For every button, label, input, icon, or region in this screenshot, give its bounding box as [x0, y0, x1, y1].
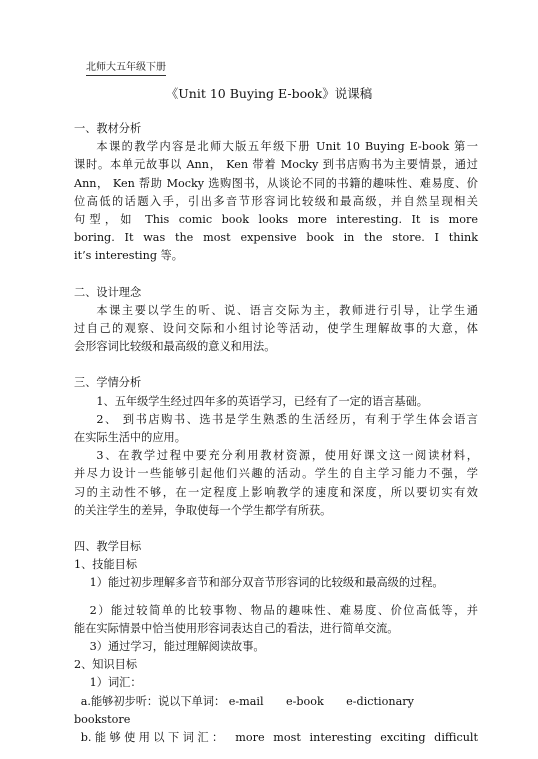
paragraph-line: 本课的教学内容是北师大版五年级下册 Unit 10 Buying E-book 第一 [96, 140, 478, 154]
paragraph-line: it’s interesting 等。 [74, 249, 183, 263]
vocab-line: bookstore [74, 712, 131, 726]
vocab-line: a.能够初步听：说以下单词： e-mail e-book e-dictionary [80, 694, 414, 708]
paragraph-line: 位高低的话题入手，引出多音节形容词比较级和最高级，并自然呈现相关 [74, 194, 478, 208]
list-item: 1）能过初步理解多音节和部分双音节形容词的比较级和最高级的过程。 [89, 576, 444, 590]
paragraph-line: 本课主要以学生的听、说、语言交际为主，教师进行引导，让学生通 [96, 303, 478, 317]
page-header: 北师大五年级下册 [86, 62, 166, 76]
document-title: 《Unit 10 Buying E-book》说课稿 [165, 86, 373, 101]
paragraph-line: boring. It was the most expensive book in the store. I think [74, 231, 478, 245]
paragraph-line: 课时。本单元故事以 Ann， Ken 带着 Mocky 到书店购书为主要情景，通过 [74, 158, 478, 172]
paragraph-line: 的关注学生的差异，争取使每一个学生都学有所获。 [74, 503, 332, 517]
paragraph-line: 过自己的观察、设问交际和小组讨论等活动，使学生理解故事的大意，体 [74, 322, 478, 336]
paragraph-line: 在实际生活中的应用。 [74, 431, 186, 445]
section-heading-design-concept: 二、设计理念 [74, 285, 142, 299]
list-item: 2）能过较简单的比较事物、物品的趣味性、难易度、价位高低等，并 [89, 603, 478, 617]
list-item: 2、 到书店购书、选书是学生熟悉的生活经历，有利于学生体会语言 [96, 412, 478, 426]
subheading-knowledge-objectives: 2、知识目标 [74, 658, 138, 672]
paragraph-line: 并尽力设计一些能够引起他们兴趣的活动。学生的自主学习能力不强，学 [74, 467, 478, 481]
subheading-skill-objectives: 1、技能目标 [74, 558, 138, 572]
paragraph-line: 会形容词比较级和最高级的意义和用法。 [74, 340, 276, 354]
list-item: 3）通过学习，能过理解阅读故事。 [89, 640, 265, 654]
section-heading-textbook-analysis: 一、教材分析 [74, 122, 142, 135]
paragraph-line: 能在实际情景中恰当使用形容词表达自己的看法，进行简单交流。 [74, 621, 399, 635]
list-item: 1）词汇： [89, 676, 142, 690]
section-heading-teaching-objectives: 四、教学目标 [74, 540, 142, 554]
document-body [74, 120, 478, 747]
section-heading-learner-analysis: 三、学情分析 [74, 376, 142, 390]
vocab-line: b.能够使用以下词汇： more most interesting exciting difficult [80, 731, 478, 745]
paragraph-line: Ann， Ken 帮助 Mocky 选购图书，从谈论不同的书籍的趣味性、难易度、价 [74, 176, 478, 190]
list-item: 3、在教学过程中要充分利用教材资源，使用好课文这一阅读材料， [96, 449, 478, 463]
paragraph-line: 句型，如 This comic book looks more interesting. It is more [74, 213, 478, 227]
paragraph-line: 习的主动性不够，在一定程度上影响教学的速度和深度，所以要切实有效 [74, 485, 478, 499]
list-item: 1、五年级学生经过四年多的英语学习，已经有了一定的语言基础。 [96, 394, 428, 408]
